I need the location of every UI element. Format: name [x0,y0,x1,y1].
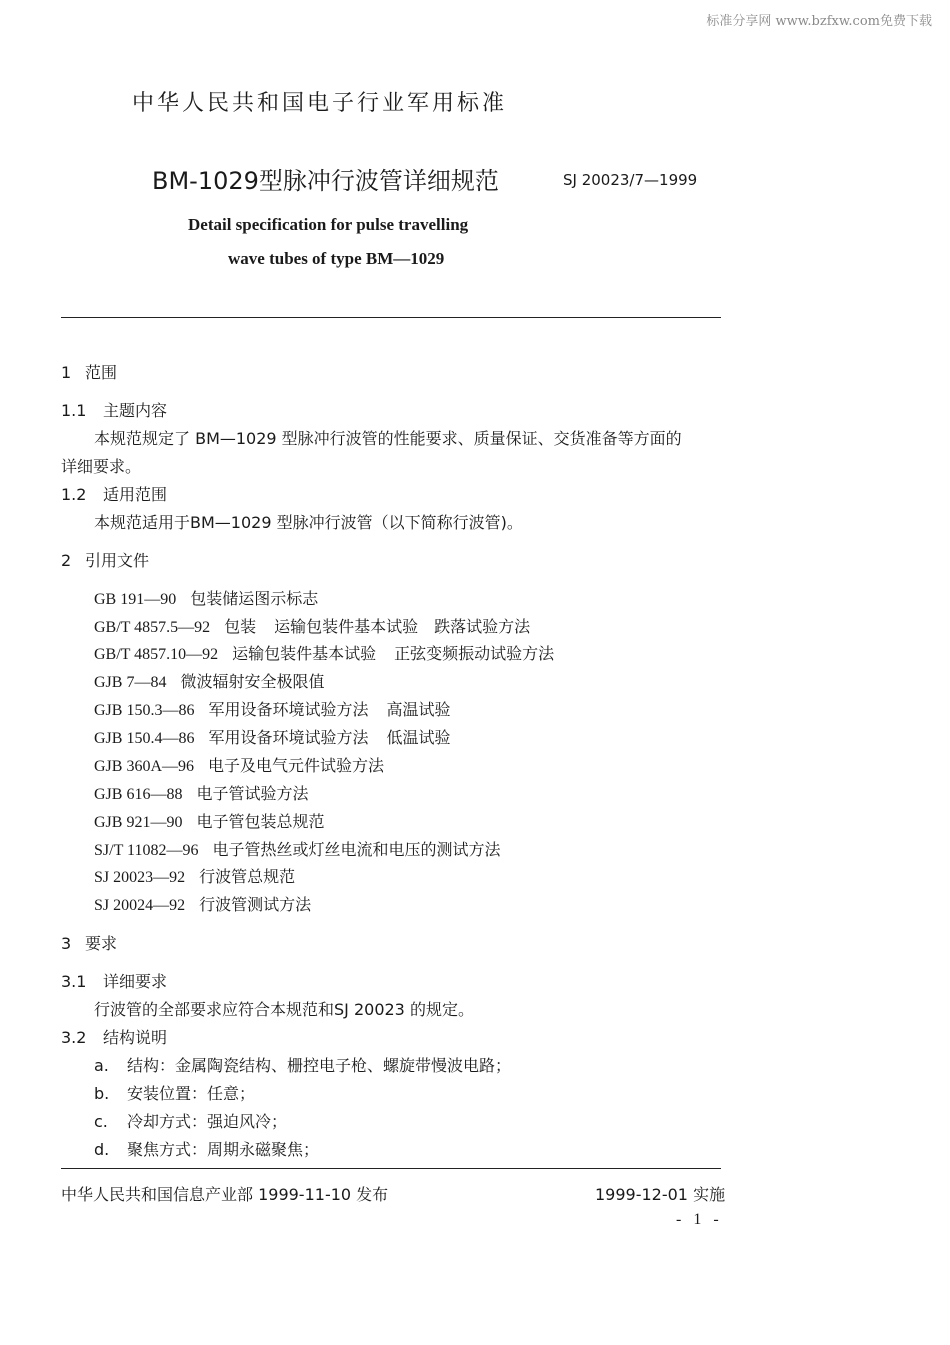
list-item [94,1053,511,1076]
section-3-1-heading [61,969,167,992]
section-title: 要求 [85,934,118,953]
section-1-2-heading [61,482,167,505]
reference-item [94,781,308,804]
list-text: 结构：金属陶瓷结构、栅控电子枪、螺旋带慢波电路； [127,1056,512,1075]
document-title-en-line1: Detail specification for pulse travelling [188,215,469,234]
reference-title: 军用设备环境试验方法 [208,700,369,719]
reference-subtitle: 运输包装件基本试验 跌落试验方法 [274,617,531,636]
reference-code: GJB 616—88 [94,786,183,803]
paragraph: 本规范规定了 BM—1029 型脉冲行波管的性能要求、质量保证、交货准备等方面的 [94,429,682,448]
reference-title: 电子及电气元件试验方法 [208,756,385,775]
reference-subtitle: 低温试验 [386,728,451,747]
standard-number: SJ 20023/7—1999 [563,171,698,189]
page-number: - 1 - [676,1211,723,1228]
header-divider [61,317,721,318]
list-text: 聚焦方式：周期永磁聚焦； [127,1140,320,1159]
reference-code: SJ 20024—92 [94,897,186,914]
issue-date: 中华人民共和国信息产业部 1999-11-10 发布 [61,1185,389,1204]
reference-subtitle: 高温试验 [386,700,451,719]
list-text: 安装位置：任意； [127,1084,256,1103]
reference-item [94,669,324,692]
section-2-heading [61,548,149,571]
paragraph: 本规范适用于BM—1029 型脉冲行波管（以下简称行波管)。 [94,513,523,532]
list-label: c. [94,1112,108,1131]
list-item [94,1109,287,1132]
reference-code: GJB 150.4—86 [94,730,195,747]
reference-code: GB 191—90 [94,591,177,608]
reference-item [94,586,318,609]
section-number: 3.1 [61,972,87,991]
reference-title: 包装 [224,617,257,636]
reference-code: GB/T 4857.10—92 [94,646,219,663]
section-3-2-heading [61,1025,167,1048]
list-item [94,1081,255,1104]
reference-title: 电子管包装总规范 [196,812,325,831]
reference-code: SJ/T 11082—96 [94,842,199,859]
list-item [94,1137,319,1160]
reference-item [94,614,530,637]
section-number: 1 [61,363,72,382]
section-number: 1.1 [61,401,87,420]
reference-code: SJ 20023—92 [94,869,186,886]
section-1-1-heading [61,398,167,421]
reference-title: 行波管总规范 [199,867,296,886]
section-title: 主题内容 [103,401,168,420]
section-title: 引用文件 [85,551,150,570]
reference-item [94,725,450,748]
list-text: 冷却方式：强迫风冷； [127,1112,288,1131]
section-title: 范围 [85,363,118,382]
reference-item [94,641,554,664]
effective-date: 1999-12-01 实施 [595,1185,726,1204]
watermark: 标准分享网 www.bzfxw.com免费下载 [706,14,932,29]
reference-code: GJB 360A—96 [94,758,195,775]
section-number: 3 [61,934,72,953]
reference-title: 电子管热丝或灯丝电流和电压的测试方法 [212,840,501,859]
reference-title: 运输包装件基本试验 [232,644,377,663]
section-number: 1.2 [61,485,87,504]
reference-title: 微波辐射安全极限值 [180,672,325,691]
section-number: 3.2 [61,1028,87,1047]
reference-code: GJB 921—90 [94,814,183,831]
reference-item [94,697,450,720]
section-title: 详细要求 [103,972,168,991]
list-label: b. [94,1084,110,1103]
section-title: 结构说明 [103,1028,168,1047]
section-3-heading [61,931,117,954]
paragraph: 行波管的全部要求应符合本规范和SJ 20023 的规定。 [94,1000,474,1019]
footer-divider [61,1168,721,1169]
list-label: d. [94,1140,110,1159]
section-title: 适用范围 [103,485,168,504]
reference-item [94,864,295,887]
reference-code: GB/T 4857.5—92 [94,619,211,636]
reference-title: 电子管试验方法 [196,784,309,803]
reference-item [94,809,324,832]
reference-item [94,837,500,860]
reference-item [94,892,311,915]
section-number: 2 [61,551,72,570]
standard-category: 中华人民共和国电子行业军用标准 [132,91,508,116]
reference-title: 包装储运图示标志 [190,589,319,608]
document-title-cn: BM-1029型脉冲行波管详细规范 [152,167,499,195]
section-1-heading [61,360,117,383]
reference-title: 行波管测试方法 [199,895,312,914]
reference-subtitle: 正弦变频振动试验方法 [394,644,555,663]
reference-code: GJB 150.3—86 [94,702,195,719]
document-title-en-line2: wave tubes of type BM—1029 [228,249,445,268]
paragraph: 详细要求。 [61,457,142,476]
list-label: a. [94,1056,109,1075]
reference-title: 军用设备环境试验方法 [208,728,369,747]
reference-item [94,753,384,776]
reference-code: GJB 7—84 [94,674,167,691]
